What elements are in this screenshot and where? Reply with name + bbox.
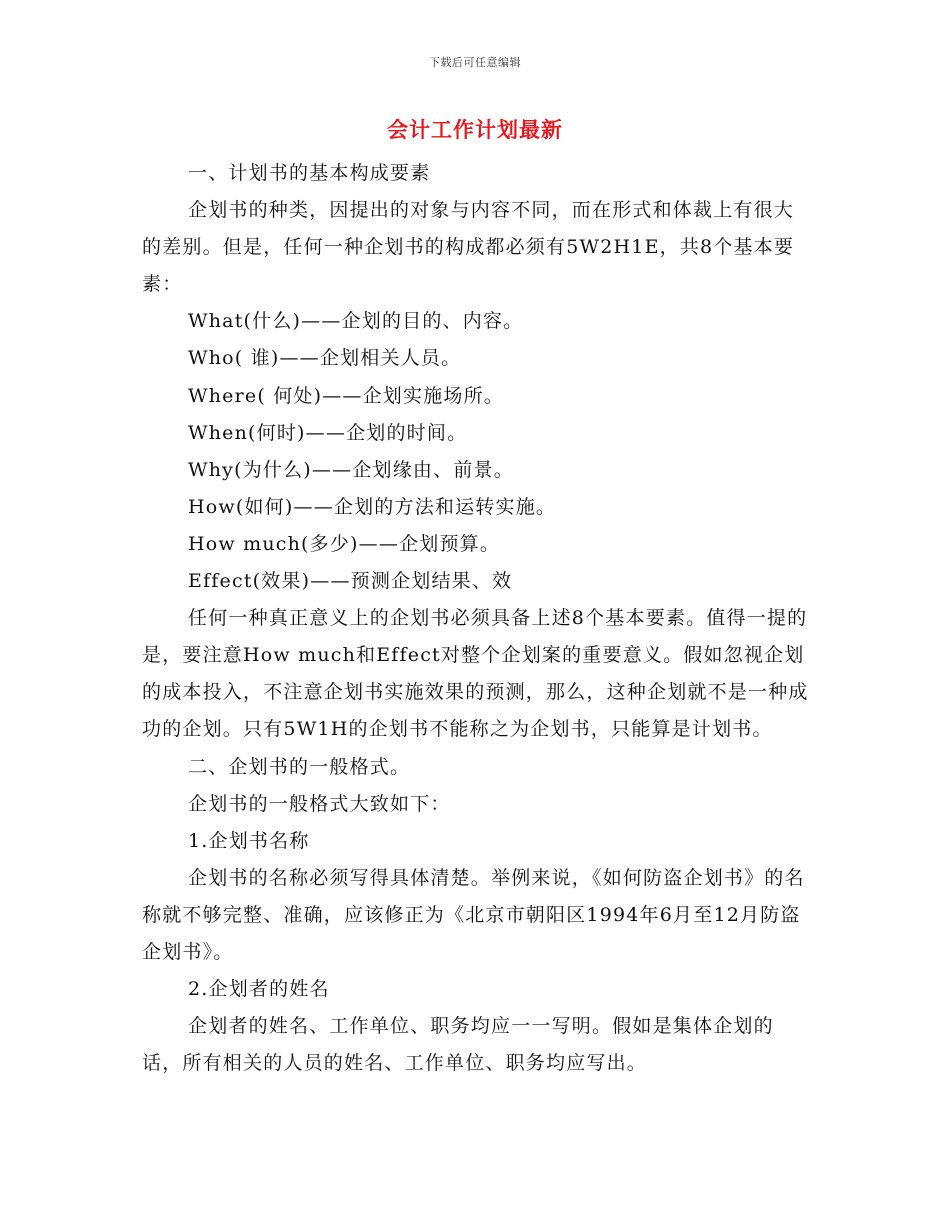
section-heading-1: 一、计划书的基本构成要素 <box>188 162 431 184</box>
subheading-author: 2.企划者的姓名 <box>188 978 330 1001</box>
list-item-where: Where( 何处)——企划实施场所。 <box>188 384 505 407</box>
list-item-why: Why(为什么)——企划缘由、前景。 <box>188 458 514 481</box>
section-heading-2: 二、企划书的一般格式。 <box>188 755 411 778</box>
paragraph-author-detail: 企划者的姓名、工作单位、职务均应一一写明。假如是集体企划的话，所有相关的人员的姓名、工作单位、职务均应写出。 <box>142 1015 774 1075</box>
list-item-how-much: How much(多少)——企划预算。 <box>188 532 501 555</box>
header-note: 下载后可任意编辑 <box>429 56 521 69</box>
document-title: 会计工作计划最新 <box>387 118 563 142</box>
paragraph-name-detail: 企划书的名称必须写得具体清楚。举例来说，《如何防盗企划书》的名称就不够完整、准确，应该修正为《北京市朝阳区1994年6月至12月防盗企划书》。 <box>142 866 805 963</box>
list-item-who: Who( 谁)——企划相关人员。 <box>188 347 462 370</box>
paragraph-summary: 任何一种真正意义上的企划书必须具备上述8个基本要素。值得一提的是，要注意How much和Effect对整个企划案的重要意义。假如忽视企划的成本投入，不注意企划书实施效果的预测，那么，这种企划就不是一种成功的企划。只有5W1H的企划书不能称之为企划书，只能算是计划书。 <box>142 607 809 741</box>
subheading-name: 1.企划书名称 <box>188 829 310 852</box>
list-item-when: When(何时)——企划的时间。 <box>188 421 468 444</box>
paragraph-format-intro: 企划书的一般格式大致如下： <box>188 792 451 815</box>
document-body <box>142 155 812 1082</box>
paragraph-intro: 企划书的种类，因提出的对象与内容不同，而在形式和体裁上有很大的差别。但是，任何一种企划书的构成都必须有5W2H1E，共8个基本要素： <box>142 199 795 296</box>
list-item-how: How(如何)——企划的方法和运转实施。 <box>188 495 557 518</box>
list-item-effect: Effect(效果)——预测企划结果、效 <box>188 570 513 593</box>
list-item-what: What(什么)——企划的目的、内容。 <box>188 310 524 333</box>
